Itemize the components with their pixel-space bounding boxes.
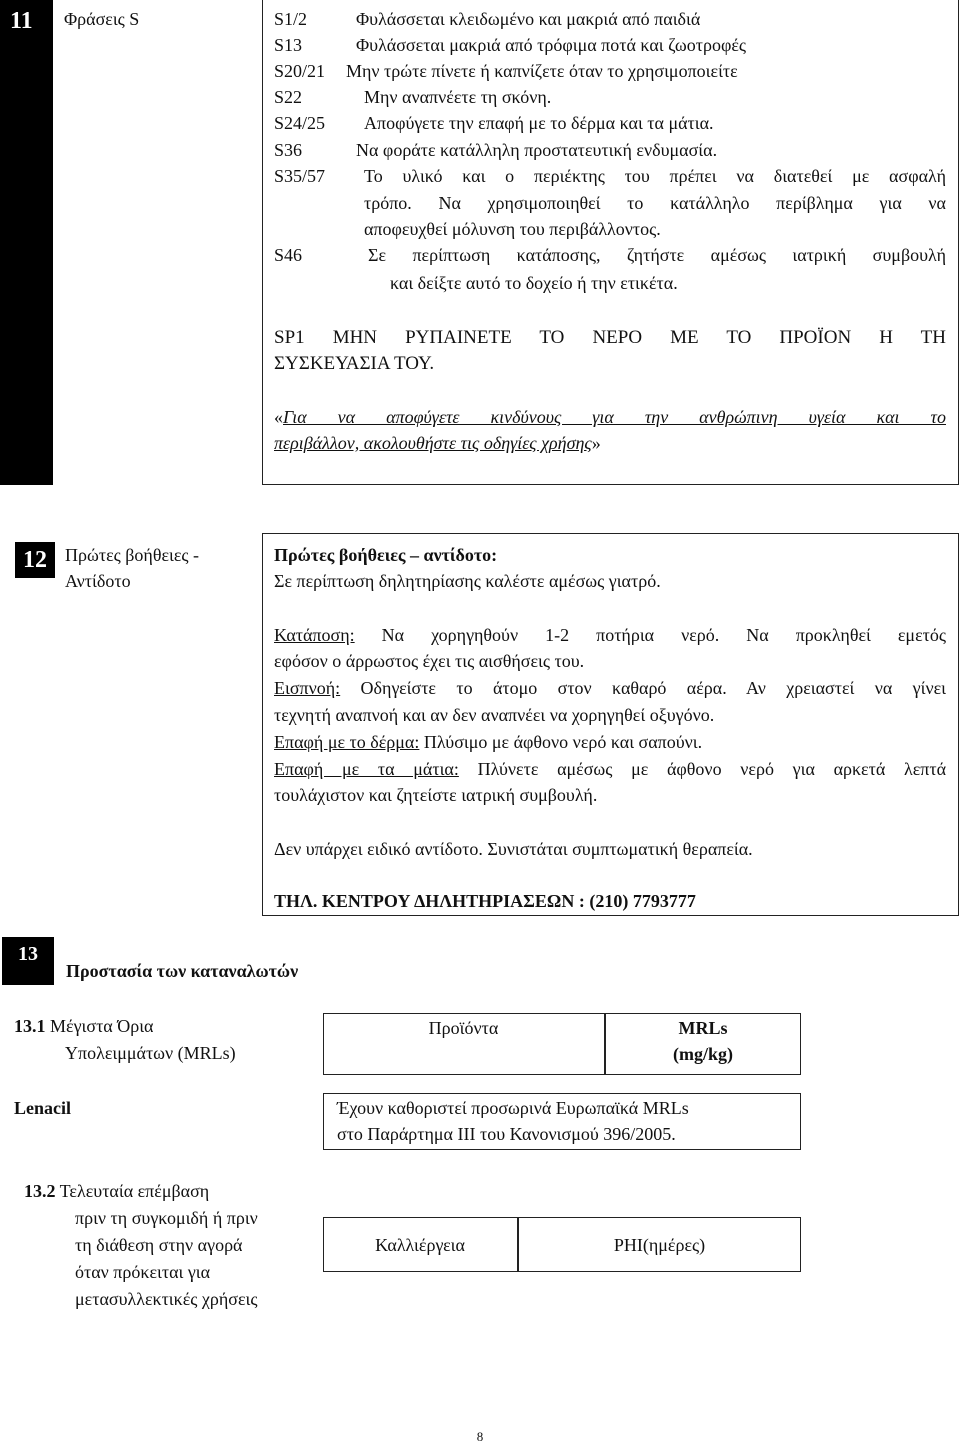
skin-contact-line <box>274 729 702 755</box>
section-12-title-line-2: Αντίδοτο <box>65 571 131 591</box>
quote-text-2: περιβάλλον, ακολουθήστε τις οδηγίες χρήσης <box>274 433 592 453</box>
sp1-line-2: ΣΥΣΚΕΥΑΣΙΑ ΤΟΥ. <box>274 353 435 374</box>
section-13-number: 13 <box>2 937 54 985</box>
quote-text-1: Για να αποφύγετε κινδύνους για την ανθρώπινη υγεία και το <box>283 407 946 427</box>
section-11-title: Φράσεις S <box>64 9 140 29</box>
section-13-2-number: 13.2 <box>24 1181 56 1201</box>
section-13-2-title-line-1 <box>24 1178 209 1204</box>
section-13-1-title: Μέγιστα Όρια <box>45 1016 154 1036</box>
mrls-column-header: MRLs <box>678 1018 728 1038</box>
page-number: 8 <box>476 1429 484 1444</box>
s-phrase-text: Να φοράτε κατάλληλη προστατευτική ενδυμασία. <box>356 140 718 160</box>
first-aid-heading: Πρώτες βοήθειες – αντίδοτο: <box>274 545 498 565</box>
section-13-title: Προστασία των καταναλωτών <box>66 961 299 981</box>
poison-center-phone: ΤΗΛ. ΚΕΝΤΡΟΥ ΔΗΛΗΤΗΡΙΑΣΕΩΝ : (210) 7793777 <box>274 891 696 911</box>
section-12-number: 12 <box>15 542 55 578</box>
mrls-unit-header: (mg/kg) <box>673 1044 733 1064</box>
inhalation-line-1 <box>274 675 946 701</box>
section-13-1-title-line-2: Υπολειμμάτων (MRLs) <box>65 1043 236 1063</box>
section-13-1-number: 13.1 <box>14 1016 46 1036</box>
s-phrase-text: Μην τρώτε πίνετε ή καπνίζετε όταν το χρησιμοποιείτε <box>346 61 738 81</box>
crop-column-header: Καλλιέργεια <box>375 1235 465 1255</box>
eye-contact-line-2: τουλάχιστον και ζητείστε ιατρική συμβουλή. <box>274 785 598 805</box>
s-phrase-code: S13 <box>274 35 303 55</box>
section-11-number-bar <box>0 0 53 485</box>
quote-line-1 <box>274 404 946 430</box>
ingestion-label: Κατάποση: <box>274 625 355 645</box>
s-phrase-text: και δείξτε αυτό το δοχείο ή την ετικέτα. <box>390 273 678 293</box>
s-phrase-text: τρόπο. Να χρησιμοποιηθεί το κατάλληλο περίβλημα για να <box>364 193 946 213</box>
products-column-header: Προϊόντα <box>428 1018 499 1038</box>
s-phrase-code: S20/21 <box>274 61 326 81</box>
s-phrase-code: S46 <box>274 245 303 265</box>
s-phrase-text: Αποφύγετε την επαφή με το δέρμα και τα μάτια. <box>364 113 714 133</box>
antidote-text: Δεν υπάρχει ειδικό αντίδοτο. Συνιστάται συμπτωματική θεραπεία. <box>274 839 753 859</box>
section-13-2-title-line-3: τη διάθεση στην αγορά <box>75 1235 243 1255</box>
section-12-title-line-1: Πρώτες βοήθειες - <box>65 545 200 565</box>
phi-column-header: PHI(ημέρες) <box>613 1235 706 1255</box>
s-phrase-code: S22 <box>274 87 303 107</box>
s-phrase-text: Το υλικό και ο περιέκτης του πρέπει να διατεθεί με ασφαλή <box>364 166 946 186</box>
ingestion-line-2: εφόσον ο άρρωστος έχει τις αισθήσεις του. <box>274 651 585 671</box>
quote-close-mark: » <box>591 433 601 453</box>
s-phrase-code: S24/25 <box>274 113 326 133</box>
s-phrase-text: Φυλάσσεται κλειδωμένο και μακριά από παιδιά <box>356 9 701 29</box>
ingestion-line-1 <box>274 622 946 648</box>
section-13-2-title-line-2: πριν τη συγκομιδή ή πριν <box>75 1208 258 1228</box>
eye-contact-line-1 <box>274 756 946 782</box>
active-substance: Lenacil <box>14 1098 71 1118</box>
section-13-2-title-line-4: όταν πρόκειται για <box>75 1262 211 1282</box>
mrl-note-line-2: στο Παράρτημα ΙΙΙ του Κανονισμού 396/2005. <box>337 1124 676 1144</box>
s-phrase-text: αποφευχθεί μόλυνση του περιβάλλοντος. <box>364 219 661 239</box>
section-13-1-title-line-1 <box>14 1013 153 1039</box>
inhalation-line-2: τεχνητή αναπνοή και αν δεν αναπνέει να χορηγηθεί οξυγόνο. <box>274 705 715 725</box>
skin-text: Πλύσιμο με άφθονο νερό και σαπούνι. <box>419 732 703 752</box>
s-phrase-code: S36 <box>274 140 303 160</box>
eyes-label: Επαφή με τα μάτια: <box>274 759 459 779</box>
s-phrase-code: S35/57 <box>274 166 326 186</box>
s-phrase-text: Φυλάσσεται μακριά από τρόφιμα ποτά και ζωοτροφές <box>356 35 747 55</box>
section-13-2-title-line-5: μετασυλλεκτικές χρήσεις <box>75 1289 258 1309</box>
quote-line-2 <box>274 430 601 456</box>
sp1-line-1: SP1 ΜΗΝ ΡΥΠΑΙΝΕΤΕ ΤΟ ΝΕΡΟ ΜΕ ΤΟ ΠΡΟΪΟΝ Η ΤΗ <box>274 327 946 348</box>
ingestion-text: Να χορηγηθούν 1-2 ποτήρια νερό. Να προκληθεί εμετός <box>354 625 946 645</box>
inhalation-label: Εισπνοή: <box>274 678 341 698</box>
poisoning-text: Σε περίπτωση δηλητηρίασης καλέστε αμέσως γιατρό. <box>274 571 661 591</box>
section-11-number: 11 <box>10 8 33 34</box>
mrl-note-line-1: Έχουν καθοριστεί προσωρινά Ευρωπαϊκά MRLs <box>337 1098 689 1118</box>
section-13-2-title: Τελευταία επέμβαση <box>55 1181 210 1201</box>
s-phrase-code: S1/2 <box>274 9 308 29</box>
quote-open-mark: « <box>274 407 283 427</box>
skin-label: Επαφή με το δέρμα: <box>274 732 420 752</box>
s-phrase-text: Μην αναπνέετε τη σκόνη. <box>364 87 552 107</box>
inhalation-text: Οδηγείστε το άτομο στον καθαρό αέρα. Αν χρειαστεί να γίνει <box>340 678 946 698</box>
eyes-text: Πλύνετε αμέσως με άφθονο νερό για αρκετά λεπτά <box>458 759 947 779</box>
s-phrase-text: Σε περίπτωση κατάποσης, ζητήστε αμέσως ιατρική συμβουλή <box>368 245 946 265</box>
